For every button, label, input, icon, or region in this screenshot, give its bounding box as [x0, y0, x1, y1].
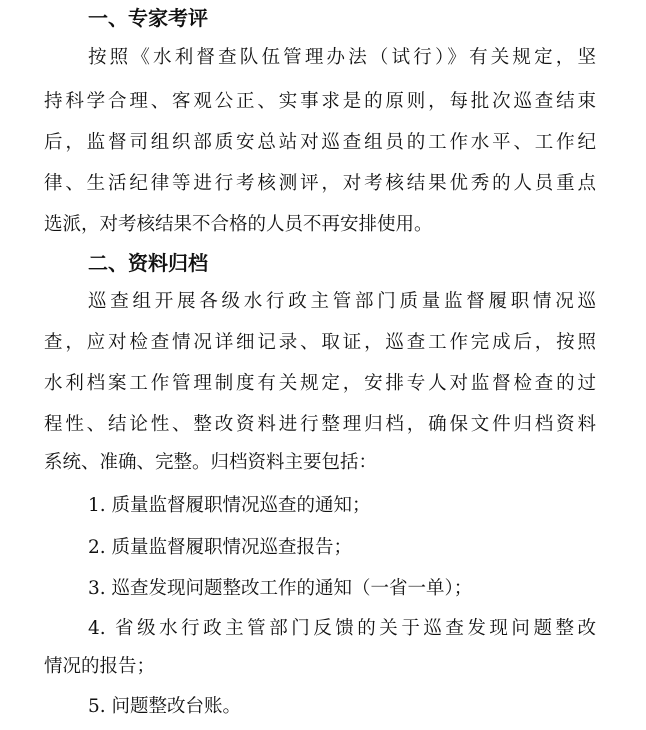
paragraph-line: 巡查组开展各级水行政主管部门质量监督履职情况巡 — [88, 291, 596, 312]
paragraph-line: 系统、准确、完整。归档资料主要包括： — [44, 452, 378, 473]
list-item-continuation: 情况的报告； — [44, 656, 156, 677]
list-item: 2. 质量监督履职情况巡查报告； — [88, 537, 353, 558]
list-item: 3. 巡查发现问题整改工作的通知（一省一单）； — [88, 578, 473, 599]
paragraph-line: 按照《水利督查队伍管理办法（试行）》有关规定，坚 — [88, 47, 596, 68]
paragraph-line: 律、生活纪律等进行考核测评，对考核结果优秀的人员重点 — [44, 173, 596, 194]
list-item: 5. 问题整改台账。 — [88, 696, 242, 717]
list-item: 4. 省级水行政主管部门反馈的关于巡查发现问题整改 — [88, 618, 596, 639]
paragraph-line: 程性、结论性、整改资料进行整理归档，确保文件归档资料 — [44, 414, 596, 435]
section-heading-archiving: 二、资料归档 — [88, 251, 208, 275]
paragraph-line: 查，应对检查情况详细记录、取证，巡查工作完成后，按照 — [44, 332, 596, 353]
paragraph-line: 水利档案工作管理制度有关规定，安排专人对监督检查的过 — [44, 373, 596, 394]
paragraph-line: 选派，对考核结果不合格的人员不再安排使用。 — [44, 214, 433, 235]
section-heading-expert-evaluation: 一、专家考评 — [88, 6, 208, 30]
paragraph-line: 持科学合理、客观公正、实事求是的原则，每批次巡查结束 — [44, 91, 596, 112]
list-item: 1. 质量监督履职情况巡查的通知； — [88, 495, 371, 516]
paragraph-line: 后，监督司组织部质安总站对巡查组员的工作水平、工作纪 — [44, 132, 596, 153]
